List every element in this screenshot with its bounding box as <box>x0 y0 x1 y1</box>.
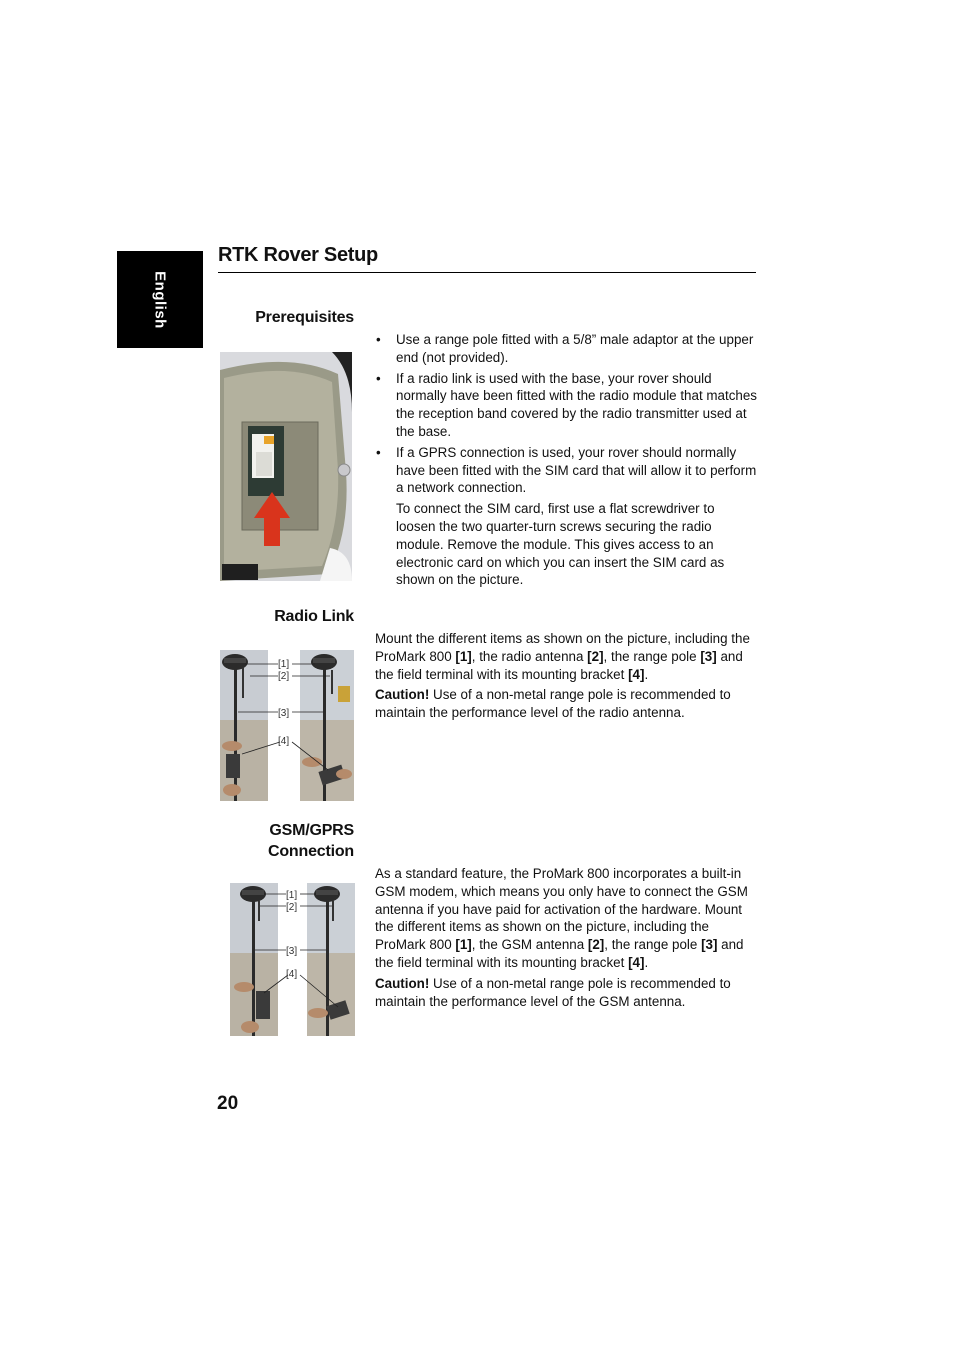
list-item-text: Use a range pole fitted with a 5/8” male adaptor at the upper end (not provided). <box>396 332 754 365</box>
text-run: As a standard feature, the ProMark 800 incorporates a built-in GSM modem, which means you only have to connect the GSM antenna if you have paid for activation of the hardware. Mount the different items as shown on the picture, including the ProMark 800 <box>375 866 748 953</box>
text-run: , the GSM antenna <box>471 937 588 953</box>
list-item-text: If a GPRS connection is used, your rover should normally have been fitted with the SIM card that will allow it to perform a network connection. <box>396 444 757 496</box>
gsm-paragraph <box>375 865 757 972</box>
page-title: RTK Rover Setup <box>218 244 378 266</box>
bullet-marker: • <box>376 370 381 386</box>
callout-label: [3] <box>278 708 290 719</box>
caution-label: Caution! <box>375 687 430 703</box>
ref-4: [4] <box>628 666 645 682</box>
radio-link-photo <box>220 650 354 801</box>
callout-label: [1] <box>278 659 290 670</box>
gsm-heading-line2: Connection <box>268 843 354 860</box>
callout-label: [2] <box>286 902 298 913</box>
title-rule <box>218 272 756 273</box>
caution-text: Use of a non-metal range pole is recommended to maintain the performance level of the radio antenna. <box>375 687 731 721</box>
sim-card-photo <box>220 352 352 581</box>
text-run: . <box>644 954 649 970</box>
prerequisites-heading: Prerequisites <box>255 309 354 326</box>
ref-2: [2] <box>587 937 605 953</box>
list-item-text: If a radio link is used with the base, your rover should normally have been fitted with the radio module that matches the reception band covered by the radio transmitter used at the base. <box>396 370 758 439</box>
ref-1: [1] <box>455 937 472 953</box>
gsm-heading <box>268 820 354 862</box>
language-tab-label: English <box>151 270 169 329</box>
gsm-heading-line1: GSM/GPRS <box>269 822 354 839</box>
callout-label: [1] <box>286 890 298 901</box>
gsm-connection-photo <box>230 883 355 1036</box>
text-run: , the range pole <box>604 937 702 953</box>
list-item <box>375 331 757 367</box>
bullet-marker: • <box>376 332 381 347</box>
list-item <box>375 444 757 497</box>
bullet-marker: • <box>376 444 381 460</box>
ref-1: [1] <box>455 648 472 664</box>
ref-3: [3] <box>701 937 718 953</box>
callout-label: [4] <box>286 969 298 980</box>
gsm-body <box>375 865 757 1013</box>
prerequisites-body <box>375 331 757 592</box>
caution-label: Caution! <box>375 975 430 991</box>
gsm-caution <box>375 975 757 1011</box>
text-run: , the range pole <box>603 648 701 664</box>
text-run: Mount the different items as shown on the picture, including the ProMark 800 <box>375 631 750 664</box>
text-run: , the radio antenna <box>471 648 588 664</box>
ref-2: [2] <box>587 648 604 664</box>
language-tab <box>117 251 203 348</box>
caution-text: Use of a non-metal range pole is recommended to maintain the performance level of the GSM antenna. <box>375 975 731 1009</box>
radio-link-body <box>375 630 757 725</box>
callout-label: [4] <box>278 736 290 747</box>
radio-link-heading: Radio Link <box>274 608 354 625</box>
callout-label: [3] <box>286 946 298 957</box>
ref-4: [4] <box>628 954 645 970</box>
radio-link-paragraph <box>375 630 757 683</box>
text-run: . <box>644 666 649 682</box>
text-run: and the field terminal with its mounting bracket <box>375 937 744 970</box>
list-item <box>375 370 757 441</box>
prerequisites-list <box>375 331 757 497</box>
callout-label: [2] <box>278 671 290 682</box>
ref-3: [3] <box>700 648 717 664</box>
page-number: 20 <box>217 1093 239 1114</box>
sim-card-instructions: To connect the SIM card, first use a flat screwdriver to loosen the two quarter-turn screws securing the radio module. Remove the module. This gives access to an electronic card on which you can insert the SIM card as shown on the picture. <box>396 501 725 588</box>
radio-link-caution <box>375 686 757 722</box>
text-run: and the field terminal with its mounting bracket <box>375 648 743 682</box>
